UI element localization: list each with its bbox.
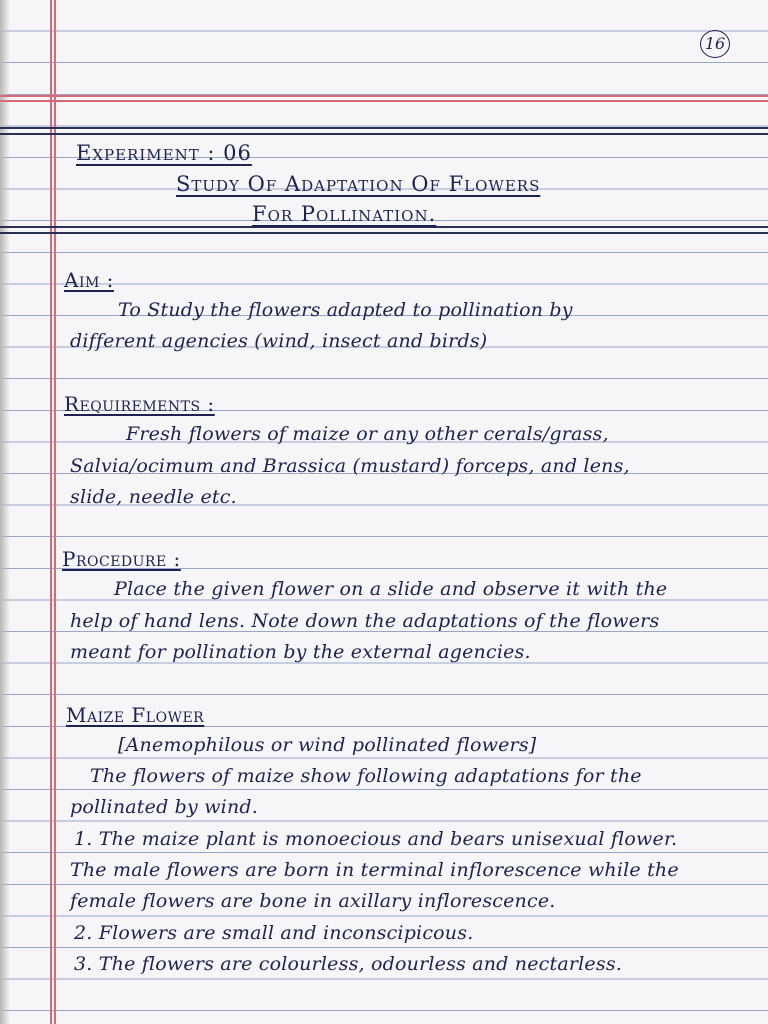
header-rule [0, 95, 768, 97]
page-number: 16 [700, 30, 730, 58]
title-rule [0, 133, 768, 135]
maize-line: 1. The maize plant is monoecious and bears unisexual flower. [74, 828, 678, 850]
maize-heading: Maize Flower [66, 703, 205, 727]
maize-line: pollinated by wind. [70, 796, 258, 818]
maize-line: The male flowers are born in terminal inflorescence while the [70, 859, 679, 881]
maize-line: female flowers are bone in axillary inflorescence. [70, 890, 556, 912]
procedure-heading: Procedure : [62, 547, 181, 571]
margin-line [50, 0, 52, 1024]
procedure-line: meant for pollination by the external agencies. [70, 641, 531, 663]
page-edge-shadow [0, 0, 10, 1024]
title-rule [0, 226, 768, 228]
header-rule [0, 100, 768, 102]
aim-line: To Study the flowers adapted to pollination by [118, 299, 573, 321]
requirements-heading: Requirements : [64, 392, 215, 416]
aim-line: different agencies (wind, insect and birds) [70, 330, 488, 352]
requirements-line: Salvia/ocimum and Brassica (mustard) forceps, and lens, [70, 455, 630, 477]
requirements-line: Fresh flowers of maize or any other cerals/grass, [126, 423, 609, 445]
maize-line: The flowers of maize show following adaptations for the [90, 765, 642, 787]
procedure-line: help of hand lens. Note down the adaptations of the flowers [70, 610, 660, 632]
procedure-line: Place the given flower on a slide and observe it with the [114, 578, 668, 600]
margin-line [54, 0, 56, 1024]
maize-line: 3. The flowers are colourless, odourless and nectarless. [74, 953, 623, 975]
experiment-label: Experiment : 06 [76, 141, 252, 165]
title-line-1: Study Of Adaptation Of Flowers [176, 172, 541, 196]
maize-subheading: [Anemophilous or wind pollinated flowers] [118, 734, 537, 756]
title-line-2: For Pollination. [252, 202, 437, 226]
title-rule [0, 232, 768, 234]
title-rule [0, 127, 768, 129]
aim-heading: Aim : [64, 268, 114, 292]
requirements-line: slide, needle etc. [70, 486, 237, 508]
maize-line: 2. Flowers are small and inconscipicous. [74, 922, 474, 944]
